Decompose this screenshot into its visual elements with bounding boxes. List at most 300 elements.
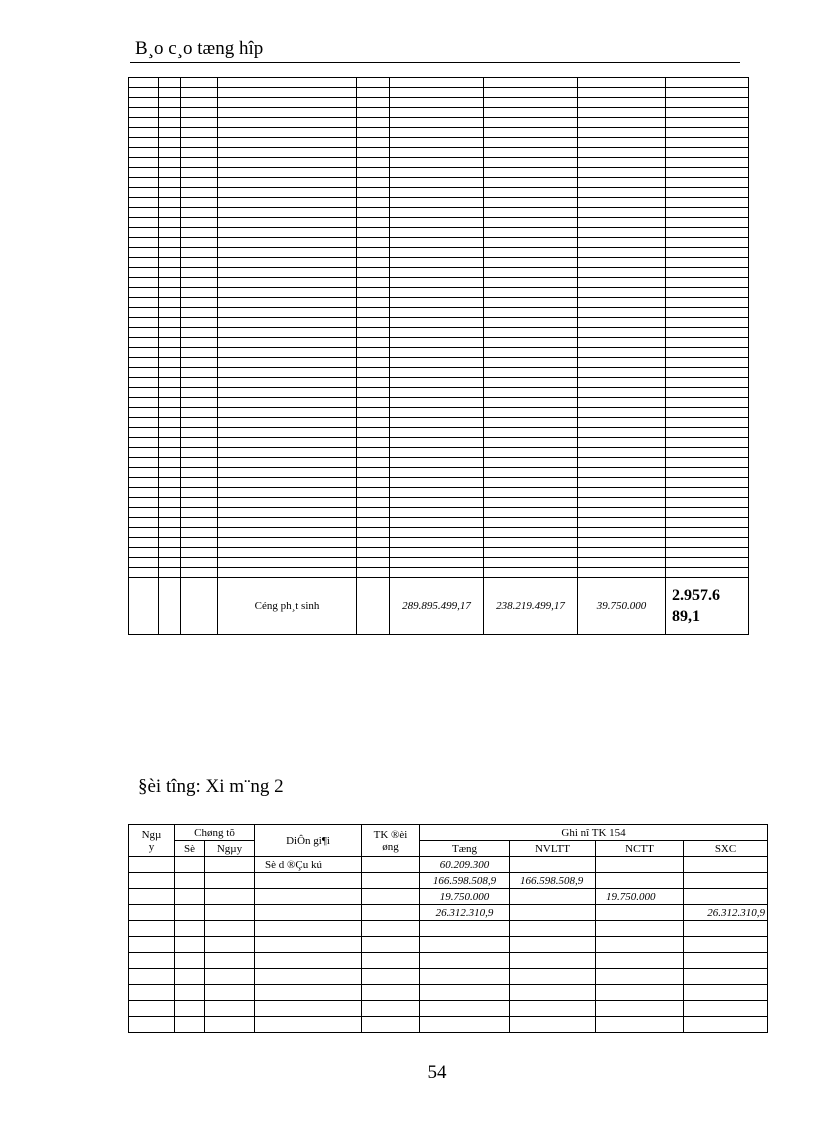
cell-total: 19.750.000 xyxy=(420,889,510,905)
cell-nctt xyxy=(596,969,684,985)
table-cell xyxy=(218,318,357,328)
table-cell xyxy=(175,857,205,873)
table-cell xyxy=(181,88,218,98)
table-cell xyxy=(484,158,578,168)
table-row xyxy=(129,368,749,378)
table-cell xyxy=(390,438,484,448)
table-cell xyxy=(357,458,390,468)
header-voucher-date: Ngµy xyxy=(205,841,255,857)
table-cell xyxy=(390,158,484,168)
table-cell xyxy=(484,318,578,328)
table-cell xyxy=(175,969,205,985)
table-cell xyxy=(181,168,218,178)
table-cell xyxy=(181,498,218,508)
table-cell xyxy=(390,88,484,98)
table-row xyxy=(129,278,749,288)
table-cell xyxy=(181,488,218,498)
table-cell xyxy=(218,378,357,388)
table-cell xyxy=(181,128,218,138)
table-row xyxy=(129,258,749,268)
table-cell xyxy=(484,268,578,278)
table-cell xyxy=(218,398,357,408)
table-cell xyxy=(129,508,159,518)
table-cell xyxy=(129,288,159,298)
table-row xyxy=(129,88,749,98)
cell-nvltt xyxy=(510,905,596,921)
table-cell xyxy=(129,218,159,228)
table-cell xyxy=(357,118,390,128)
table-cell xyxy=(484,468,578,478)
table-cell xyxy=(218,368,357,378)
table-cell xyxy=(129,268,159,278)
table-cell xyxy=(362,905,420,921)
table-cell xyxy=(357,548,390,558)
table-cell xyxy=(578,378,666,388)
table-cell xyxy=(129,558,159,568)
table-cell xyxy=(218,308,357,318)
table-cell xyxy=(666,518,749,528)
table-cell xyxy=(484,418,578,428)
table-cell xyxy=(484,238,578,248)
table-cell xyxy=(218,208,357,218)
table-cell xyxy=(159,138,181,148)
table-cell xyxy=(357,508,390,518)
table-cell xyxy=(484,198,578,208)
header-account: TK ®èi øng xyxy=(362,825,420,857)
table-cell xyxy=(181,218,218,228)
table-cell xyxy=(484,498,578,508)
table-cell xyxy=(129,108,159,118)
table-cell xyxy=(484,488,578,498)
table-row xyxy=(129,188,749,198)
table-cell xyxy=(578,158,666,168)
table-cell xyxy=(357,568,390,578)
header-nctt: NCTT xyxy=(596,841,684,857)
table-cell xyxy=(181,198,218,208)
table-cell xyxy=(175,889,205,905)
table-cell xyxy=(129,178,159,188)
table-cell xyxy=(578,308,666,318)
table-cell xyxy=(159,528,181,538)
table-cell xyxy=(129,418,159,428)
table-cell xyxy=(666,198,749,208)
table-row xyxy=(129,568,749,578)
header-total: Tæng xyxy=(420,841,510,857)
table-cell xyxy=(218,158,357,168)
table-cell xyxy=(218,188,357,198)
cell-sxc xyxy=(684,953,768,969)
table-cell xyxy=(578,408,666,418)
table-cell xyxy=(357,208,390,218)
table-cell xyxy=(666,428,749,438)
table-cell xyxy=(666,528,749,538)
table-cell xyxy=(181,448,218,458)
table-cell xyxy=(578,568,666,578)
table-cell xyxy=(390,398,484,408)
table-cell xyxy=(159,428,181,438)
table-cell xyxy=(666,378,749,388)
table-cell xyxy=(666,538,749,548)
table-cell xyxy=(357,408,390,418)
table-cell xyxy=(357,198,390,208)
cell-nctt xyxy=(596,1001,684,1017)
table-row xyxy=(129,857,768,873)
table-cell xyxy=(218,478,357,488)
table-cell xyxy=(159,398,181,408)
table-cell xyxy=(159,338,181,348)
cell-total: 26.312.310,9 xyxy=(420,905,510,921)
table-cell xyxy=(175,1001,205,1017)
ledger-total-row xyxy=(129,578,749,635)
cell-total xyxy=(420,953,510,969)
table-cell xyxy=(181,538,218,548)
table-cell xyxy=(129,148,159,158)
table-cell xyxy=(129,953,175,969)
table-cell xyxy=(357,178,390,188)
table-cell xyxy=(484,478,578,488)
table-cell xyxy=(159,498,181,508)
table-cell xyxy=(218,428,357,438)
table-row xyxy=(129,168,749,178)
table-cell xyxy=(129,568,159,578)
cell-nctt xyxy=(596,905,684,921)
table-row xyxy=(129,108,749,118)
table-cell xyxy=(159,478,181,488)
table-cell xyxy=(159,558,181,568)
table-cell xyxy=(578,488,666,498)
table-cell xyxy=(357,88,390,98)
table-cell xyxy=(181,108,218,118)
table-cell xyxy=(484,388,578,398)
table-cell xyxy=(666,388,749,398)
table-cell xyxy=(159,288,181,298)
table-cell xyxy=(484,118,578,128)
table-cell xyxy=(181,278,218,288)
table-cell xyxy=(357,388,390,398)
page-header-title: B¸o c¸o tæng hîp xyxy=(135,38,264,59)
table-cell xyxy=(218,458,357,468)
table-cell xyxy=(218,118,357,128)
table-cell xyxy=(159,568,181,578)
table-cell xyxy=(181,508,218,518)
table-cell xyxy=(181,178,218,188)
table-cell xyxy=(159,238,181,248)
table-cell xyxy=(218,348,357,358)
table-cell xyxy=(357,238,390,248)
table-cell xyxy=(390,458,484,468)
table-cell xyxy=(205,969,255,985)
table-cell xyxy=(357,298,390,308)
table-cell xyxy=(484,438,578,448)
cell-desc xyxy=(255,905,362,921)
table-cell xyxy=(390,238,484,248)
table-cell xyxy=(578,228,666,238)
table-cell xyxy=(578,508,666,518)
table-cell xyxy=(129,128,159,138)
table-cell xyxy=(484,128,578,138)
table-cell xyxy=(362,1017,420,1033)
table-cell xyxy=(218,488,357,498)
table-cell xyxy=(390,78,484,88)
table-cell xyxy=(218,198,357,208)
table-cell xyxy=(159,148,181,158)
table-cell xyxy=(666,318,749,328)
table-cell xyxy=(129,857,175,873)
table-cell xyxy=(181,78,218,88)
cell-desc xyxy=(255,953,362,969)
table-cell xyxy=(357,418,390,428)
table-cell xyxy=(357,108,390,118)
header-nvltt: NVLTT xyxy=(510,841,596,857)
table-cell xyxy=(129,969,175,985)
table-cell xyxy=(484,98,578,108)
table-cell xyxy=(218,328,357,338)
table-cell xyxy=(129,338,159,348)
table-cell xyxy=(205,921,255,937)
table-cell xyxy=(390,118,484,128)
table-cell xyxy=(129,1001,175,1017)
table-cell xyxy=(218,358,357,368)
table-row xyxy=(129,248,749,258)
table-cell xyxy=(159,418,181,428)
table-cell xyxy=(159,248,181,258)
table-cell xyxy=(175,985,205,1001)
table-cell xyxy=(181,138,218,148)
table-cell xyxy=(159,318,181,328)
table-cell xyxy=(205,985,255,1001)
table-cell xyxy=(181,478,218,488)
table-cell xyxy=(666,468,749,478)
table-cell xyxy=(666,458,749,468)
table-cell xyxy=(357,248,390,258)
table-cell xyxy=(159,298,181,308)
table-cell xyxy=(666,408,749,418)
table-cell xyxy=(159,448,181,458)
table-cell xyxy=(181,408,218,418)
table-cell xyxy=(129,518,159,528)
table-cell xyxy=(357,258,390,268)
cell-nvltt xyxy=(510,953,596,969)
table-cell xyxy=(181,398,218,408)
table-cell xyxy=(205,953,255,969)
table-row xyxy=(129,128,749,138)
table-row xyxy=(129,953,768,969)
table-cell xyxy=(129,168,159,178)
table-cell xyxy=(390,338,484,348)
table-cell xyxy=(159,408,181,418)
table-cell xyxy=(159,368,181,378)
table-cell xyxy=(357,468,390,478)
table-cell xyxy=(357,528,390,538)
table-cell xyxy=(159,198,181,208)
table-row xyxy=(129,468,749,478)
table-cell xyxy=(666,118,749,128)
table-cell xyxy=(390,378,484,388)
table-cell xyxy=(129,88,159,98)
table-cell xyxy=(362,921,420,937)
table-cell xyxy=(129,98,159,108)
table-cell xyxy=(181,248,218,258)
table-row xyxy=(129,348,749,358)
table-cell xyxy=(218,438,357,448)
table-row xyxy=(129,238,749,248)
table-cell xyxy=(181,298,218,308)
table-row xyxy=(129,158,749,168)
table-cell xyxy=(159,348,181,358)
table-cell xyxy=(390,388,484,398)
table-row xyxy=(129,288,749,298)
table-cell xyxy=(159,228,181,238)
cell-nvltt xyxy=(510,969,596,985)
table-cell xyxy=(484,248,578,258)
table-cell xyxy=(666,288,749,298)
table-cell xyxy=(129,208,159,218)
table-cell xyxy=(181,288,218,298)
table-cell xyxy=(666,448,749,458)
table-cell xyxy=(578,238,666,248)
table-cell xyxy=(362,873,420,889)
table-cell xyxy=(218,278,357,288)
page-number: 54 xyxy=(427,1062,447,1083)
table-cell xyxy=(129,198,159,208)
table-row xyxy=(129,228,749,238)
cell-nvltt xyxy=(510,921,596,937)
table-cell xyxy=(666,498,749,508)
table-cell xyxy=(357,378,390,388)
table-cell xyxy=(159,98,181,108)
table-cell xyxy=(129,318,159,328)
table-cell xyxy=(205,857,255,873)
table-cell xyxy=(578,98,666,108)
table-cell xyxy=(578,148,666,158)
table-cell xyxy=(181,428,218,438)
cell-desc xyxy=(255,937,362,953)
table-cell xyxy=(181,158,218,168)
table-cell xyxy=(159,258,181,268)
table-cell xyxy=(390,508,484,518)
cell-desc xyxy=(255,889,362,905)
table-cell xyxy=(129,328,159,338)
table-cell xyxy=(205,873,255,889)
table-cell xyxy=(218,408,357,418)
table-cell xyxy=(181,548,218,558)
table-cell xyxy=(484,88,578,98)
table-row xyxy=(129,548,749,558)
table-cell xyxy=(390,308,484,318)
table-cell xyxy=(129,358,159,368)
table-cell xyxy=(218,178,357,188)
table-cell xyxy=(666,168,749,178)
table-cell xyxy=(357,308,390,318)
table-cell xyxy=(159,388,181,398)
table-cell xyxy=(218,508,357,518)
table-cell xyxy=(129,308,159,318)
table-cell xyxy=(181,418,218,428)
table-cell xyxy=(181,228,218,238)
table-cell xyxy=(129,238,159,248)
table-cell xyxy=(578,218,666,228)
table-cell xyxy=(666,368,749,378)
cell-nvltt xyxy=(510,937,596,953)
table-cell xyxy=(666,258,749,268)
table-cell xyxy=(205,937,255,953)
table-cell xyxy=(578,88,666,98)
cell-total xyxy=(420,921,510,937)
table-cell xyxy=(175,873,205,889)
table-cell xyxy=(578,528,666,538)
table-cell xyxy=(390,428,484,438)
table-cell xyxy=(666,268,749,278)
table-cell xyxy=(181,368,218,378)
table-cell xyxy=(390,518,484,528)
table-cell xyxy=(159,178,181,188)
table-cell xyxy=(357,338,390,348)
table-cell xyxy=(578,448,666,458)
table-cell xyxy=(578,368,666,378)
table-row xyxy=(129,518,749,528)
table-row xyxy=(129,178,749,188)
cell-desc xyxy=(255,921,362,937)
table-cell xyxy=(666,568,749,578)
table-cell xyxy=(181,238,218,248)
table-cell xyxy=(357,348,390,358)
table-cell xyxy=(578,168,666,178)
table-cell xyxy=(578,478,666,488)
cell-sxc xyxy=(684,857,768,873)
cell-desc xyxy=(255,1001,362,1017)
table-cell xyxy=(159,518,181,528)
cell-nvltt xyxy=(510,857,596,873)
table-cell xyxy=(484,378,578,388)
table-cell xyxy=(578,138,666,148)
table-cell xyxy=(484,568,578,578)
table-cell xyxy=(159,548,181,558)
table-cell xyxy=(578,268,666,278)
total-value-2: 238.219.499,17 xyxy=(484,578,578,635)
table-cell xyxy=(484,308,578,318)
table-cell xyxy=(666,398,749,408)
table-cell xyxy=(175,953,205,969)
cell-desc xyxy=(255,969,362,985)
table-cell xyxy=(129,873,175,889)
table-cell xyxy=(666,358,749,368)
table-cell xyxy=(181,328,218,338)
table-cell xyxy=(484,148,578,158)
table-cell xyxy=(578,78,666,88)
table-cell xyxy=(666,138,749,148)
table-cell xyxy=(129,1017,175,1033)
table-row xyxy=(129,338,749,348)
table-header-row xyxy=(129,825,768,841)
table-row xyxy=(129,498,749,508)
table-cell xyxy=(578,188,666,198)
table-cell xyxy=(390,368,484,378)
table-cell xyxy=(181,348,218,358)
total-value-4: 2.957.6 89,1 xyxy=(666,578,749,635)
table-cell xyxy=(129,298,159,308)
table-cell xyxy=(357,288,390,298)
table-cell xyxy=(129,458,159,468)
table-cell xyxy=(218,248,357,258)
total-value-1: 289.895.499,17 xyxy=(390,578,484,635)
table-row xyxy=(129,1001,768,1017)
table-cell xyxy=(218,78,357,88)
table-cell xyxy=(129,228,159,238)
table-cell xyxy=(390,288,484,298)
table-cell xyxy=(159,328,181,338)
table-cell xyxy=(578,438,666,448)
table-cell xyxy=(484,458,578,468)
